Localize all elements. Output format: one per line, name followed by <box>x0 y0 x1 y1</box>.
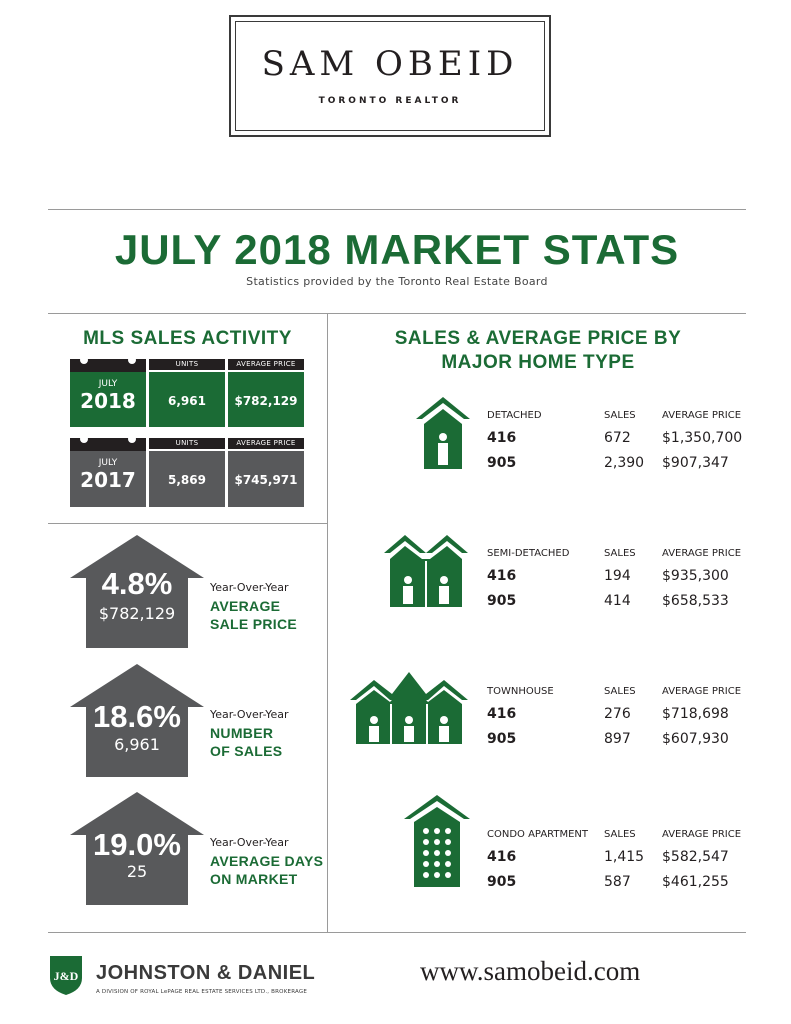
yoy-percent: 19.0% <box>93 827 181 862</box>
company-name: JOHNSTON & DANIEL <box>96 962 316 984</box>
company-subtitle: A DIVISION OF ROYAL LePAGE REAL ESTATE SERVICES LTD., BROKERAGE <box>96 989 307 995</box>
brand-name: SAM OBEID <box>261 44 519 84</box>
sales-value: 194 <box>604 568 631 584</box>
sales-value: 587 <box>604 874 631 890</box>
sales-value: 276 <box>604 706 631 722</box>
home-type-section-title <box>330 327 746 375</box>
calendar-top-icon <box>70 356 146 372</box>
mls-price-header: AVERAGE PRICE <box>228 359 304 370</box>
price-value: $582,547 <box>662 849 729 865</box>
yoy-value: 6,961 <box>114 735 160 754</box>
mls-price-cell <box>228 451 304 507</box>
price-value: $935,300 <box>662 568 729 584</box>
mls-date-cell <box>70 451 146 507</box>
yoy-label-line1: NUMBER <box>210 725 274 741</box>
area-code: 905 <box>487 593 517 609</box>
sales-column-header: SALES <box>604 686 636 697</box>
home-type-name: TOWNHOUSE <box>487 686 554 697</box>
home-type-name: SEMI-DETACHED <box>487 548 570 559</box>
sales-column-header: SALES <box>604 410 636 421</box>
yoy-value: $782,129 <box>98 604 176 623</box>
left-section-divider <box>48 523 327 524</box>
townhouse-icon <box>350 672 468 744</box>
yoy-value: 25 <box>126 862 148 881</box>
price-value: $1,350,700 <box>662 430 743 446</box>
area-code: 905 <box>487 874 517 890</box>
sales-column-header: SALES <box>604 829 636 840</box>
mls-price-cell <box>228 372 304 427</box>
yoy-label-line2: ON MARKET <box>210 871 298 887</box>
mls-month: JULY <box>98 458 118 468</box>
mls-price-header: AVERAGE PRICE <box>228 438 304 449</box>
yoy-label-top: Year-Over-Year <box>210 836 289 849</box>
mls-units-header: UNITS <box>149 359 225 370</box>
home-type-title-line1: SALES & AVERAGE PRICE BY <box>394 328 682 349</box>
header-divider <box>48 313 746 314</box>
yoy-label-top: Year-Over-Year <box>210 708 289 721</box>
mls-month: JULY <box>98 379 118 389</box>
sales-value: 2,390 <box>604 455 645 471</box>
mls-units-value: 5,869 <box>168 473 206 487</box>
price-column-header: AVERAGE PRICE <box>662 829 742 840</box>
mls-year: 2018 <box>80 389 136 413</box>
top-divider <box>48 209 746 210</box>
sales-value: 1,415 <box>604 849 645 865</box>
price-value: $907,347 <box>662 455 729 471</box>
mls-units-header: UNITS <box>149 438 225 449</box>
mls-year: 2017 <box>80 468 136 492</box>
home-type-title-line2: MAJOR HOME TYPE <box>441 352 635 373</box>
yoy-label-top: Year-Over-Year <box>210 581 289 594</box>
mls-units-cell <box>149 372 225 427</box>
jd-shield-logo-icon <box>48 954 84 996</box>
detached-house-icon <box>416 397 470 469</box>
price-value: $607,930 <box>662 731 729 747</box>
footer-divider <box>48 932 746 933</box>
mls-price-value: $782,129 <box>234 394 298 408</box>
semi-detached-house-icon <box>384 535 468 607</box>
home-type-name: CONDO APARTMENT <box>487 829 589 840</box>
calendar-top-icon <box>70 435 146 451</box>
home-type-name: DETACHED <box>487 410 542 421</box>
price-column-header: AVERAGE PRICE <box>662 548 742 559</box>
area-code: 416 <box>487 849 517 865</box>
sales-value: 897 <box>604 731 631 747</box>
website-url[interactable]: www.samobeid.com <box>420 956 641 986</box>
yoy-label-line2: SALE PRICE <box>210 616 298 632</box>
sales-column-header: SALES <box>604 548 636 559</box>
area-code: 905 <box>487 455 517 471</box>
page-title: JULY 2018 MARKET STATS <box>114 226 680 273</box>
yoy-label-line1: AVERAGE <box>210 598 281 614</box>
mls-units-cell <box>149 451 225 507</box>
price-column-header: AVERAGE PRICE <box>662 686 742 697</box>
yoy-percent: 4.8% <box>101 566 173 601</box>
column-divider <box>327 313 328 933</box>
page-subtitle: Statistics provided by the Toronto Real Estate Board <box>246 275 548 288</box>
price-column-header: AVERAGE PRICE <box>662 410 742 421</box>
price-value: $718,698 <box>662 706 729 722</box>
area-code: 416 <box>487 706 517 722</box>
price-value: $461,255 <box>662 874 729 890</box>
brand-subtitle: TORONTO REALTOR <box>318 96 462 106</box>
jd-logo-text: J&D <box>53 969 79 983</box>
sales-value: 414 <box>604 593 631 609</box>
price-value: $658,533 <box>662 593 729 609</box>
area-code: 416 <box>487 568 517 584</box>
sales-value: 672 <box>604 430 631 446</box>
mls-price-value: $745,971 <box>234 473 298 487</box>
yoy-percent: 18.6% <box>93 699 181 734</box>
mls-section-title: MLS SALES ACTIVITY <box>83 328 292 349</box>
condo-apartment-icon <box>404 795 470 887</box>
yoy-label-line1: AVERAGE DAYS <box>210 853 324 869</box>
area-code: 905 <box>487 731 517 747</box>
mls-units-value: 6,961 <box>168 394 206 408</box>
mls-date-cell <box>70 372 146 427</box>
yoy-label-line2: OF SALES <box>210 743 283 759</box>
area-code: 416 <box>487 430 517 446</box>
